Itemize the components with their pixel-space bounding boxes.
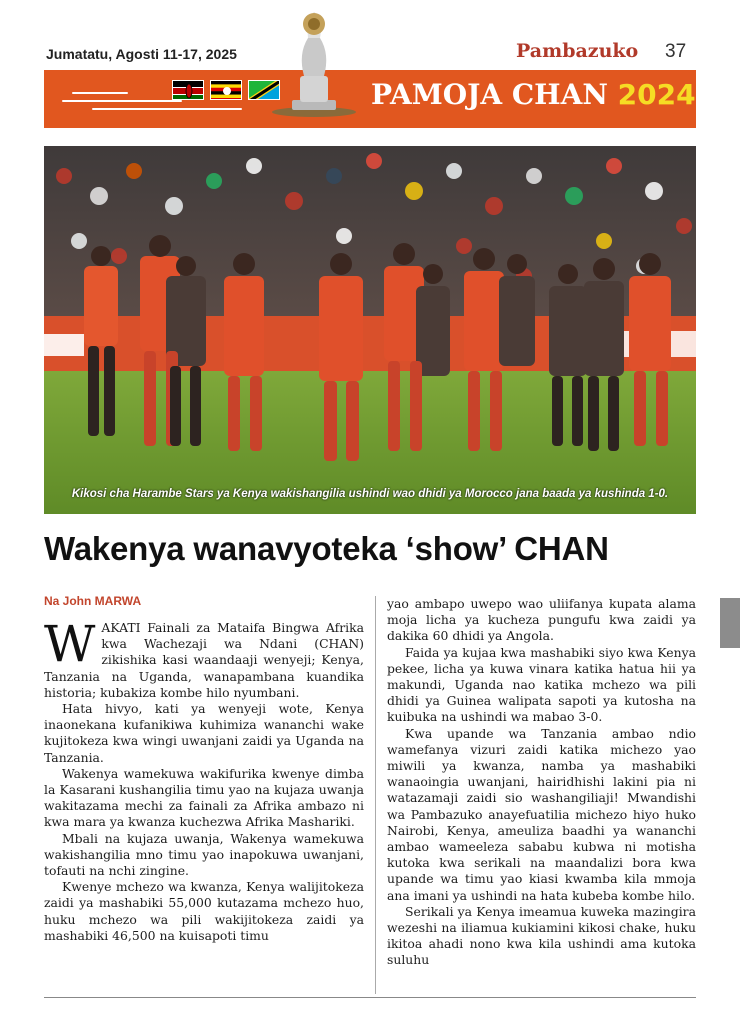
team-celebration-photo <box>44 146 696 514</box>
banner-year: 2024 <box>617 78 696 111</box>
paragraph: Hata hivyo, kati ya wenyeji wote, Kenya inaonekana kufanikiwa kuhimiza wananchi wake kujitokeza kwa wingi uwanjani zaidi ya Uganda na Tanzania. <box>44 701 364 765</box>
page-number: 37 <box>665 41 687 62</box>
section-banner <box>44 70 696 128</box>
page-edge-tab <box>720 598 740 648</box>
uganda-flag-icon <box>210 80 242 100</box>
bottom-rule <box>44 997 696 998</box>
host-flags <box>172 80 280 100</box>
paragraph: Kwa upande wa Tanzania ambao ndio wamefanya vizuri zaidi katika michezo yao miwili ya kwanza, namba ya mashabiki wanaoingia uwanjani, hairidhishi lakini pia ni watazamaji zaidi sio washangiliaji! Mwandishi wa Pambazuko anayefuatilia michezo hiyo huko Nairobi, Kenya, ameuliza baadhi ya wananchi ambao wameeleza sababu kubwa ni motisha kutoka kwa serikali na maandalizi bora kwa upande wa timu yao kiasi kwamba kila mmoja ana imani ya ushindi na hata kubeba kombe hilo. <box>387 725 696 903</box>
paragraph: yao ambapo uwepo wao uliifanya kupata alama moja licha ya kucheza pungufu kwa zaidi ya dakika 60 dhidi ya Angola. <box>387 596 696 644</box>
banner-title <box>371 78 696 111</box>
paragraph: Wakenya wamekuwa wakifurika kwenye dimba la Kasarani kushangilia timu yao na kujaza uwanja wakitazama mechi za fainali za Afrika ambazo ni kwa mara ya kwanza kuchezwa Afrika Mashariki. <box>44 765 364 830</box>
photo-caption: Kikosi cha Harambe Stars ya Kenya wakishangilia ushindi wao dhidi ya Morocco jana baada ya kushinda 1-0. <box>71 488 669 500</box>
issue-date: Jumatatu, Agosti 11-17, 2025 <box>46 46 237 62</box>
column-divider <box>375 596 376 994</box>
chan-trophy-icon <box>268 4 360 118</box>
article-headline: Wakenya wanavyoteka ‘show’ CHAN <box>44 530 609 567</box>
publication-name: Pambazuko <box>516 40 639 62</box>
drop-cap: W <box>44 615 96 673</box>
paragraph: Mbali na kujaza uwanja, Wakenya wamekuwa wakishangilia mno timu yao inapokuwa uwanjani, tofauti na nchi zingine. <box>44 830 364 879</box>
paragraph: Faida ya kujaa kwa mashabiki siyo kwa Kenya pekee, licha ya kuwa vinara katika hatua hii ya makundi, Uganda nao katika mchezo wa pili dhidi ya Guinea walipata sapoti ya kutosha na kuibuka na ushindi wa mabao 3-0. <box>387 644 696 725</box>
photo-illustration <box>44 146 696 514</box>
kenya-flag-icon <box>172 80 204 100</box>
paragraph: Serikali ya Kenya imeamua kuweka mazingira wezeshi na iliamua kukiamini kikosi chake, huku ikitoa ahadi nono kwa kila ushindi ama kutoka suluhu <box>387 903 696 968</box>
paragraph: WAKATI Fainali za Mataifa Bingwa Afrika kwa Wachezaji wa Ndani (CHAN) zikishika kasi waandaaji wenyeji; Kenya, Tanzania na Uganda, wanapambana kuandika historia; kubakiza kombe hilo nyumbani. <box>44 615 364 700</box>
banner-title-text: PAMOJA CHAN <box>371 78 608 111</box>
article-column-1 <box>44 615 364 944</box>
paragraph: Kwenye mchezo wa kwanza, Kenya walijitokeza zaidi ya mashabiki 55,000 kutazama mchezo huo, huku mchezo wa pili wakijitokeza zaidi ya mashabiki 46,500 na kuisapoti timu <box>44 879 364 943</box>
article-byline: Na John MARWA <box>44 594 142 608</box>
article-column-2 <box>387 596 696 969</box>
